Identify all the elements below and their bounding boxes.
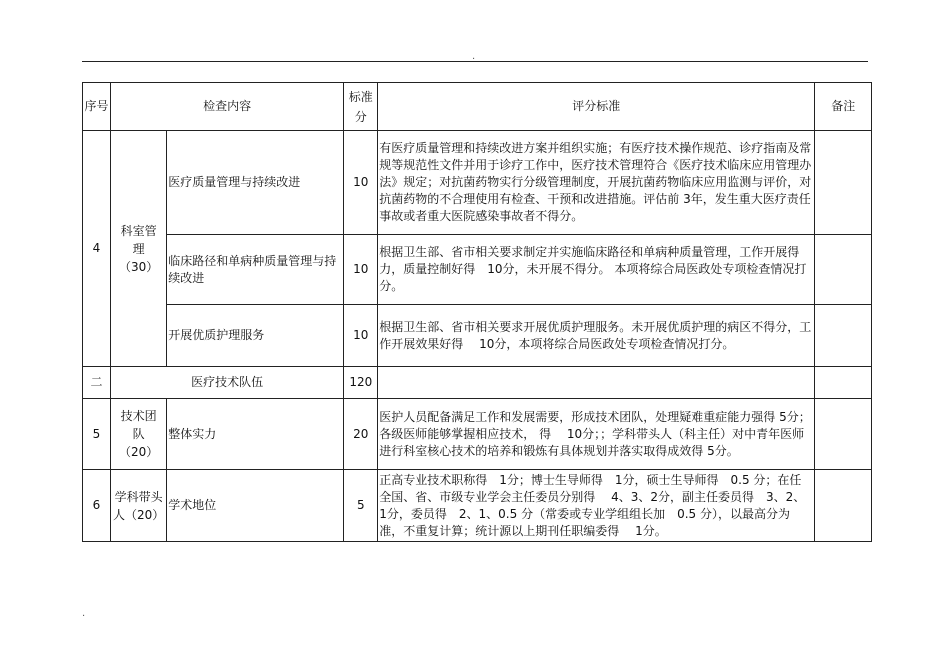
item-cell: 临床路径和单病种质量管理与持续改进	[167, 235, 344, 305]
item-cell: 整体实力	[167, 399, 344, 470]
remarks-cell	[815, 399, 872, 470]
header-remarks: 备注	[815, 83, 872, 131]
category-cell: 科室管理（30）	[111, 131, 167, 367]
category-cell: 学科带头人（20）	[111, 470, 167, 542]
table-row	[83, 235, 872, 305]
seq-cell: 6	[83, 470, 111, 542]
remarks-cell	[815, 470, 872, 542]
remarks-cell	[815, 305, 872, 367]
criteria-cell: 根据卫生部、省市相关要求制定并实施临床路径和单病种质量管理，工作开展得力，质量控制好得 10分，未开展不得分。 本项将综合局医政处专项检查情况打分。	[378, 235, 815, 305]
table-header-row	[83, 83, 872, 131]
table-row	[83, 131, 872, 235]
score-cell: 10	[344, 235, 378, 305]
item-cell: 学术地位	[167, 470, 344, 542]
table-row	[83, 470, 872, 542]
table-row	[83, 399, 872, 470]
seq-cell: 5	[83, 399, 111, 470]
table-row	[83, 305, 872, 367]
criteria-cell: 正高专业技术职称得 1分；博士生导师得 1分，硕士生导师得 0.5 分；在任全国、省、市级专业学会主任委员分别得 4、3、2分，副主任委员得 3、2、1分，委员得 2、1、0.5 分（常委或专业学组组长加 0.5 分），以最高分为准，不重复计算；统计源以上期刊任职编委得 1分。	[378, 470, 815, 542]
score-cell: 10	[344, 305, 378, 367]
header-score-std: 标准分	[344, 83, 378, 131]
remarks-cell	[815, 235, 872, 305]
seq-cell: 4	[83, 131, 111, 367]
header-seq: 序号	[83, 83, 111, 131]
item-cell: 医疗质量管理与持续改进	[167, 131, 344, 235]
criteria-cell: 医护人员配备满足工作和发展需要，形成技术团队，处理疑难重症能力强得 5分；各级医师能够掌握相应技术， 得 10分；；学科带头人（科主任）对中青年医师进行科室核心技术的培养和锻炼有具体规划并落实取得成效得 5分。	[378, 399, 815, 470]
header-content: 检查内容	[111, 83, 344, 131]
section-title-cell: 医疗技术队伍	[111, 367, 344, 399]
score-cell: 120	[344, 367, 378, 399]
table-row	[83, 367, 872, 399]
category-cell: 技术团队（20）	[111, 399, 167, 470]
header-criteria: 评分标准	[378, 83, 815, 131]
remarks-cell	[815, 367, 872, 399]
remarks-cell	[815, 131, 872, 235]
score-cell: 5	[344, 470, 378, 542]
score-cell: 20	[344, 399, 378, 470]
criteria-cell: 根据卫生部、省市相关要求开展优质护理服务。未开展优质护理的病区不得分，工作开展效果好得 10分，本项将综合局医政处专项检查情况打分。	[378, 305, 815, 367]
evaluation-table	[82, 82, 872, 542]
criteria-cell: 有医疗质量管理和持续改进方案并组织实施；有医疗技术操作规范、诊疗指南及常规等规范性文件并用于诊疗工作中，医疗技术管理符合《医疗技术临床应用管理办法》规定；对抗菌药物实行分级管理制度，开展抗菌药物临床应用监测与评价，对抗菌药物的不合理使用有检查、干预和改进措施。评估前 3年，发生重大医疗责任事故或者重大医院感染事故者不得分。	[378, 131, 815, 235]
item-cell: 开展优质护理服务	[167, 305, 344, 367]
header-mark: .	[472, 51, 476, 62]
seq-cell: 二	[83, 367, 111, 399]
footer-mark: .	[82, 608, 86, 619]
criteria-cell	[378, 367, 815, 399]
score-cell: 10	[344, 131, 378, 235]
header-rule	[82, 61, 868, 62]
